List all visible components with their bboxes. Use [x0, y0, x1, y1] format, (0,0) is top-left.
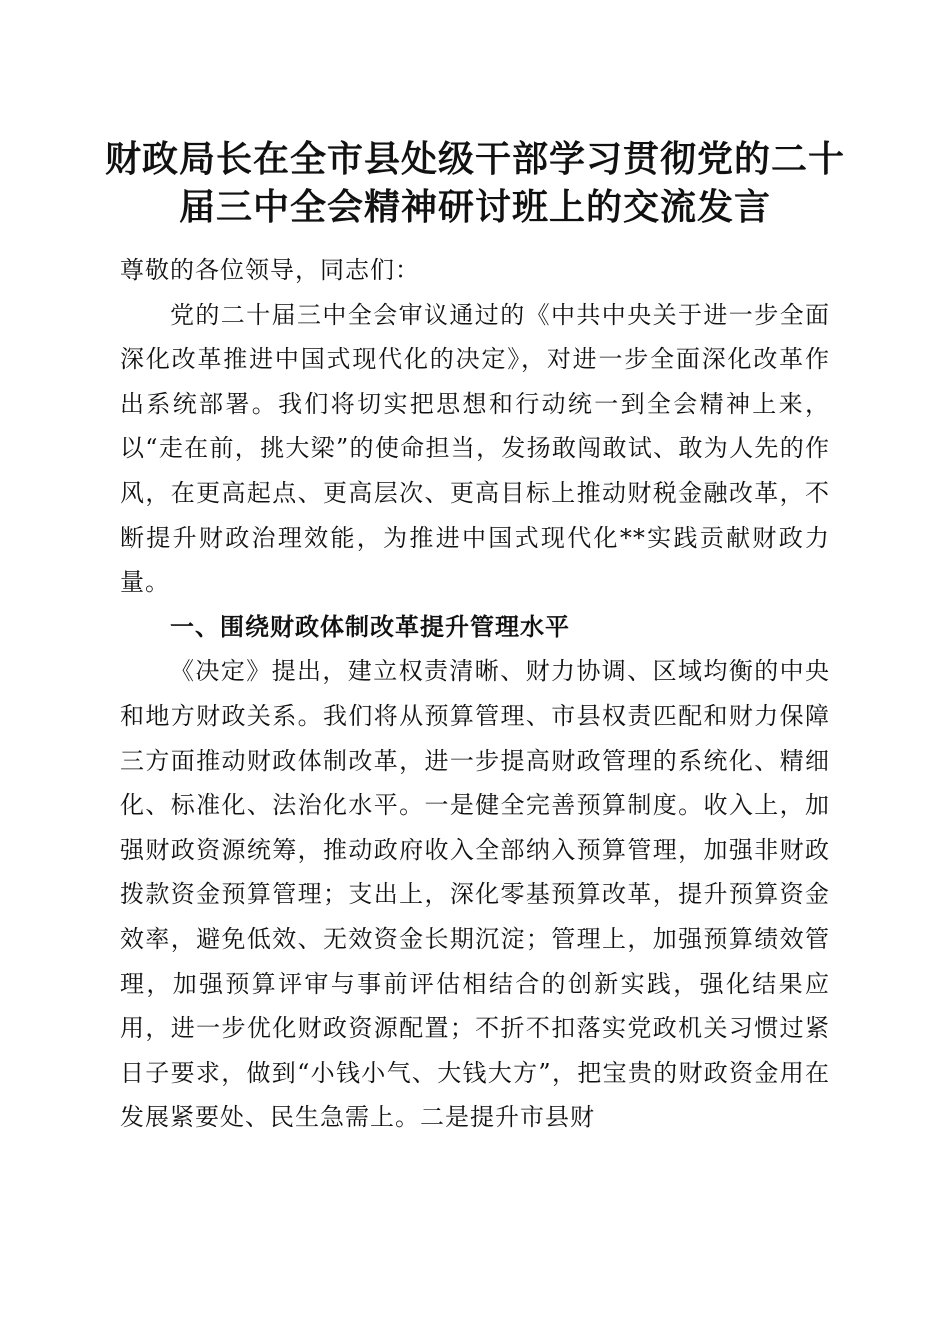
section-1-heading: 一、围绕财政体制改革提升管理水平 — [170, 612, 570, 641]
document-title-line-2: 届三中全会精神研讨班上的交流发言 — [178, 186, 771, 228]
intro-paragraph: 党的二十届三中全会审议通过的《中共中央关于进一步全面深化改革推进中国式现代化的决定》，对进一步全面深化改革作出系统部署。我们将切实把思想和行动统一到全会精神上来，以“走在前，挑大梁”的使命担当，发扬敢闯敢试、敢为人先的作风，在更高起点、更高层次、更高目标上推动财税金融改革，不断提升财政治理效能，为推进中国式现代化**实践贡献财政力量。 — [120, 300, 830, 597]
document-title-line-1: 财政局长在全市县处级干部学习贯彻党的二十 — [104, 138, 845, 180]
salutation: 尊敬的各位领导，同志们： — [120, 256, 420, 284]
section-1-paragraph: 《决定》提出，建立权责清晰、财力协调、区域均衡的中央和地方财政关系。我们将从预算管理、市县权责匹配和财力保障三方面推动财政体制改革，进一步提高财政管理的系统化、精细化、标准化、法治化水平。一是健全完善预算制度。收入上，加强财政资源统筹，推动政府收入全部纳入预算管理，加强非财政拨款资金预算管理；支出上，深化零基预算改革，提升预算资金效率，避免低效、无效资金长期沉淀；管理上，加强预算绩效管理，加强预算评审与事前评估相结合的创新实践，强化结果应用，进一步优化财政资源配置；不折不扣落实党政机关习惯过紧日子要求，做到“小钱小气、大钱大方”，把宝贵的财政资金用在发展紧要处、民生急需上。二是提升市县财 — [120, 657, 830, 1132]
document-body — [120, 248, 830, 1140]
